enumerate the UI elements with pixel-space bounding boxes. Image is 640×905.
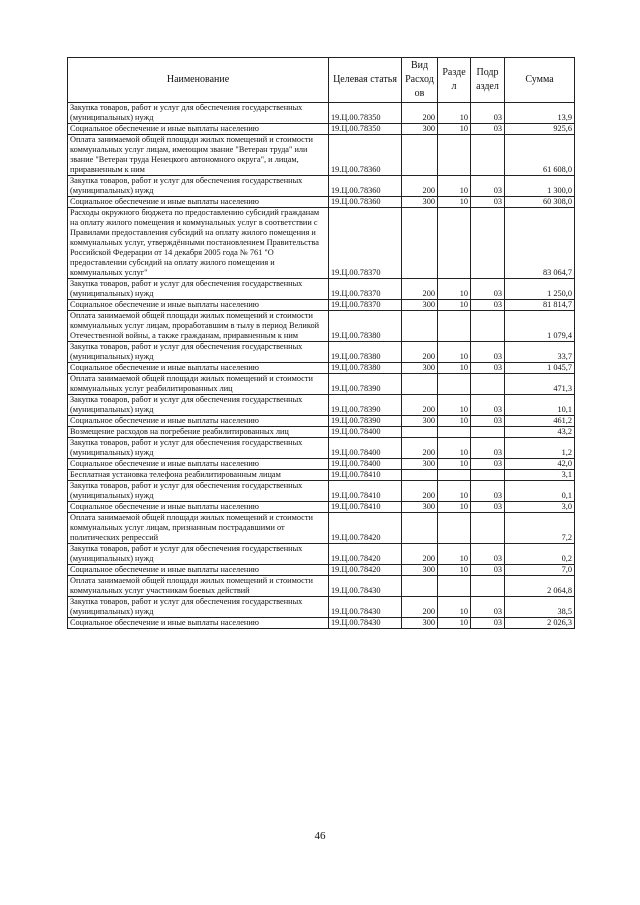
row-article: 19.Ц.00.78400 [329,438,402,459]
row-article: 19.Ц.00.78350 [329,103,402,124]
row-sum: 1 250,0 [505,279,575,300]
row-sum: 81 814,7 [505,300,575,311]
row-name: Закупка товаров, работ и услуг для обеспечения государственных (муниципальных) нужд [68,597,329,618]
row-name: Оплата занимаемой общей площади жилых помещений и стоимости коммунальных услуг лицам, имеющим звание "Ветеран труда" или звание "Ветеран труда Ненецкого автономного округа", и лицам, приравненным к ним [68,135,329,176]
row-expense-type: 200 [402,342,438,363]
row-section: 10 [438,459,471,470]
row-section: 10 [438,544,471,565]
table-row [68,374,575,395]
row-expense-type [402,427,438,438]
row-sum: 60 308,0 [505,197,575,208]
row-subsection: 03 [471,363,505,374]
table-row [68,124,575,135]
row-article: 19.Ц.00.78370 [329,279,402,300]
row-article: 19.Ц.00.78430 [329,618,402,629]
row-article: 19.Ц.00.78390 [329,374,402,395]
row-subsection [471,513,505,544]
row-subsection: 03 [471,459,505,470]
row-subsection: 03 [471,438,505,459]
table-row [68,135,575,176]
page-number: 46 [314,830,326,842]
row-section: 10 [438,416,471,427]
row-name: Оплата занимаемой общей площади жилых помещений и стоимости коммунальных услуг реабилитированных лиц [68,374,329,395]
header-subsection: Подр аздел [471,58,505,103]
row-subsection: 03 [471,618,505,629]
row-section: 10 [438,597,471,618]
row-section: 10 [438,481,471,502]
row-section [438,135,471,176]
row-expense-type: 200 [402,481,438,502]
row-section [438,208,471,279]
row-article: 19.Ц.00.78420 [329,544,402,565]
row-subsection [471,374,505,395]
row-sum: 10,1 [505,395,575,416]
row-subsection [471,470,505,481]
row-name: Социальное обеспечение и иные выплаты населению [68,416,329,427]
table-row [68,459,575,470]
header-name: Наименование [68,58,329,103]
row-article: 19.Ц.00.78400 [329,427,402,438]
row-sum: 3,0 [505,502,575,513]
row-sum: 2 064,8 [505,576,575,597]
row-sum: 1,2 [505,438,575,459]
row-name: Социальное обеспечение и иные выплаты населению [68,124,329,135]
row-subsection: 03 [471,395,505,416]
row-section: 10 [438,363,471,374]
row-sum: 471,3 [505,374,575,395]
row-name: Социальное обеспечение и иные выплаты населению [68,459,329,470]
row-subsection: 03 [471,597,505,618]
row-subsection: 03 [471,416,505,427]
table-row [68,597,575,618]
row-expense-type: 200 [402,395,438,416]
row-article: 19.Ц.00.78380 [329,342,402,363]
row-expense-type: 200 [402,176,438,197]
table-row [68,279,575,300]
row-name: Оплата занимаемой общей площади жилых помещений и стоимости коммунальных услуг лицам, признанным пострадавшими от политических репрессий [68,513,329,544]
row-expense-type [402,513,438,544]
row-expense-type: 300 [402,363,438,374]
row-subsection: 03 [471,197,505,208]
table-body [68,103,575,629]
table-row [68,208,575,279]
row-name: Закупка товаров, работ и услуг для обеспечения государственных (муниципальных) нужд [68,342,329,363]
row-subsection [471,311,505,342]
row-name: Возмещение расходов на погребение реабилитированных лиц [68,427,329,438]
row-subsection: 03 [471,124,505,135]
budget-table [67,57,575,629]
row-sum: 83 064,7 [505,208,575,279]
row-section: 10 [438,342,471,363]
row-article: 19.Ц.00.78380 [329,311,402,342]
table-row [68,416,575,427]
row-name: Социальное обеспечение и иные выплаты населению [68,502,329,513]
row-section [438,374,471,395]
row-subsection: 03 [471,565,505,576]
row-expense-type [402,576,438,597]
row-expense-type [402,208,438,279]
row-sum: 1 045,7 [505,363,575,374]
row-name: Расходы окружного бюджета по предоставлению субсидий гражданам на оплату жилого помещения и коммунальных услуг в соответствии с Правилами предоставления субсидий на оплату жилого помещения и коммунальных услуг, утверждёнными постановлением Правительства Российской Федерации от 14 декабря 2005 года № 761 "О предоставлении субсидий на оплату жилого помещения и коммунальных услуг" [68,208,329,279]
row-name: Закупка товаров, работ и услуг для обеспечения государственных (муниципальных) нужд [68,544,329,565]
table-row [68,470,575,481]
header-sum: Сумма [505,58,575,103]
row-name: Социальное обеспечение и иные выплаты населению [68,363,329,374]
row-subsection [471,576,505,597]
row-article: 19.Ц.00.78350 [329,124,402,135]
row-article: 19.Ц.00.78390 [329,416,402,427]
row-sum: 13,9 [505,103,575,124]
row-subsection: 03 [471,481,505,502]
row-subsection [471,208,505,279]
row-article: 19.Ц.00.78430 [329,576,402,597]
row-expense-type: 300 [402,502,438,513]
table-row [68,197,575,208]
row-expense-type: 300 [402,124,438,135]
row-sum: 0,2 [505,544,575,565]
row-article: 19.Ц.00.78420 [329,565,402,576]
row-article: 19.Ц.00.78390 [329,395,402,416]
table-row [68,176,575,197]
row-subsection: 03 [471,279,505,300]
row-sum: 1 079,4 [505,311,575,342]
row-sum: 3,1 [505,470,575,481]
row-section: 10 [438,124,471,135]
row-section [438,470,471,481]
row-section: 10 [438,502,471,513]
row-article: 19.Ц.00.78360 [329,135,402,176]
row-section: 10 [438,279,471,300]
row-article: 19.Ц.00.78360 [329,197,402,208]
row-subsection [471,427,505,438]
row-expense-type: 300 [402,197,438,208]
row-sum: 7,2 [505,513,575,544]
row-article: 19.Ц.00.78370 [329,300,402,311]
row-expense-type: 300 [402,416,438,427]
row-expense-type: 200 [402,279,438,300]
row-expense-type: 200 [402,544,438,565]
row-article: 19.Ц.00.78410 [329,481,402,502]
row-name: Закупка товаров, работ и услуг для обеспечения государственных (муниципальных) нужд [68,481,329,502]
table-row [68,576,575,597]
table-row [68,311,575,342]
row-article: 19.Ц.00.78420 [329,513,402,544]
header-expense-type: Вид Расход ов [402,58,438,103]
table-row [68,565,575,576]
row-name: Бесплатная установка телефона реабилитированным лицам [68,470,329,481]
row-sum: 2 026,3 [505,618,575,629]
row-section: 10 [438,300,471,311]
header-section: Разде л [438,58,471,103]
row-sum: 925,6 [505,124,575,135]
row-section: 10 [438,565,471,576]
row-article: 19.Ц.00.78380 [329,363,402,374]
table-row [68,481,575,502]
row-section: 10 [438,395,471,416]
row-expense-type: 300 [402,618,438,629]
row-sum: 7,0 [505,565,575,576]
table-row [68,103,575,124]
row-expense-type: 300 [402,565,438,576]
row-name: Социальное обеспечение и иные выплаты населению [68,618,329,629]
row-sum: 1 300,0 [505,176,575,197]
row-expense-type: 300 [402,459,438,470]
table-row [68,618,575,629]
row-name: Социальное обеспечение и иные выплаты населению [68,197,329,208]
row-section [438,427,471,438]
table-row [68,342,575,363]
row-sum: 38,5 [505,597,575,618]
row-article: 19.Ц.00.78370 [329,208,402,279]
row-expense-type: 200 [402,597,438,618]
row-subsection: 03 [471,176,505,197]
row-name: Закупка товаров, работ и услуг для обеспечения государственных (муниципальных) нужд [68,438,329,459]
row-subsection: 03 [471,342,505,363]
row-section [438,513,471,544]
row-expense-type [402,374,438,395]
row-name: Оплата занимаемой общей площади жилых помещений и стоимости коммунальных услуг участникам боевых действий [68,576,329,597]
row-sum: 61 608,0 [505,135,575,176]
row-name: Закупка товаров, работ и услуг для обеспечения государственных (муниципальных) нужд [68,103,329,124]
row-article: 19.Ц.00.78430 [329,597,402,618]
header-article: Целевая статья [329,58,402,103]
row-subsection: 03 [471,502,505,513]
table-row [68,544,575,565]
row-name: Закупка товаров, работ и услуг для обеспечения государственных (муниципальных) нужд [68,176,329,197]
row-subsection: 03 [471,103,505,124]
row-sum: 42,0 [505,459,575,470]
table-header-row [68,58,575,103]
row-section [438,576,471,597]
row-expense-type: 200 [402,103,438,124]
row-article: 19.Ц.00.78410 [329,470,402,481]
row-subsection [471,135,505,176]
row-sum: 33,7 [505,342,575,363]
row-expense-type [402,470,438,481]
table-row [68,395,575,416]
row-expense-type [402,135,438,176]
row-subsection: 03 [471,300,505,311]
row-sum: 0,1 [505,481,575,502]
row-article: 19.Ц.00.78410 [329,502,402,513]
row-sum: 461,2 [505,416,575,427]
table-row [68,427,575,438]
table-row [68,363,575,374]
table-row [68,438,575,459]
row-expense-type: 300 [402,300,438,311]
row-subsection: 03 [471,544,505,565]
row-section [438,311,471,342]
row-sum: 43,2 [505,427,575,438]
row-section: 10 [438,618,471,629]
row-name: Социальное обеспечение и иные выплаты населению [68,565,329,576]
table-row [68,502,575,513]
row-name: Закупка товаров, работ и услуг для обеспечения государственных (муниципальных) нужд [68,395,329,416]
row-article: 19.Ц.00.78400 [329,459,402,470]
row-section: 10 [438,197,471,208]
row-name: Социальное обеспечение и иные выплаты населению [68,300,329,311]
row-name: Закупка товаров, работ и услуг для обеспечения государственных (муниципальных) нужд [68,279,329,300]
row-expense-type [402,311,438,342]
table-row [68,300,575,311]
row-expense-type: 200 [402,438,438,459]
row-article: 19.Ц.00.78360 [329,176,402,197]
row-section: 10 [438,176,471,197]
row-section: 10 [438,103,471,124]
row-name: Оплата занимаемой общей площади жилых помещений и стоимости коммунальных услуг лицам, проработавшим в тылу в период Великой Отечественной войны, а также гражданам, приравненным к ним [68,311,329,342]
table-row [68,513,575,544]
row-section: 10 [438,438,471,459]
